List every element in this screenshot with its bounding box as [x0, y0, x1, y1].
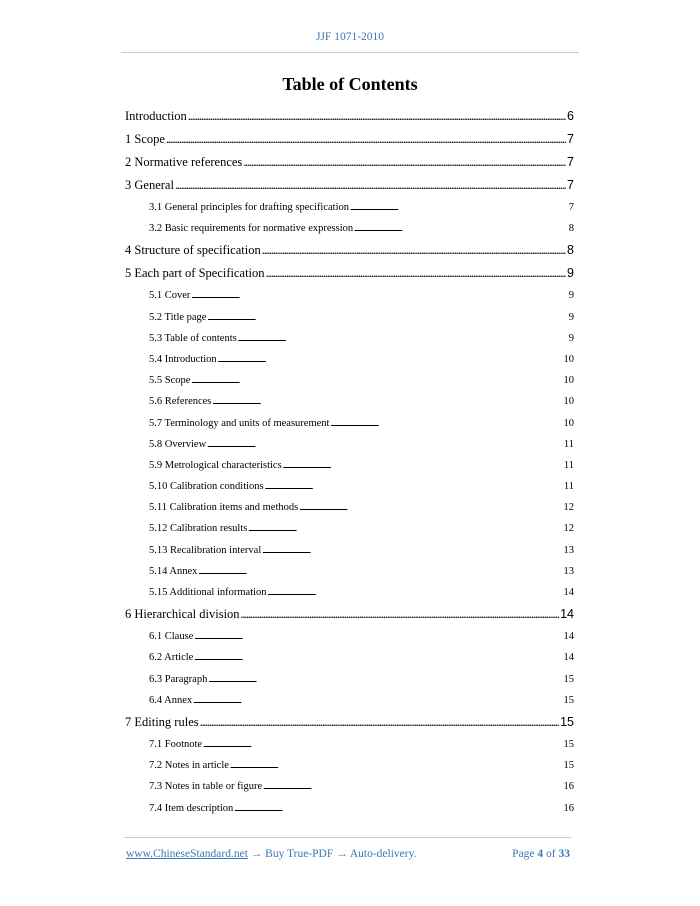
toc-entry-label: 3.1 General principles for drafting specification: [149, 202, 350, 213]
toc-entry-page: 9: [568, 290, 574, 302]
toc-entry-page: 14: [560, 607, 574, 622]
toc-entry-page: 13: [563, 544, 574, 556]
toc-dot-leader: [330, 413, 562, 434]
toc-entry-label: 7.3 Notes in table or figure: [149, 781, 263, 793]
table-of-contents: [125, 105, 574, 819]
page-footer: [126, 848, 570, 860]
toc-entry-label: 5.1 Cover: [149, 290, 191, 302]
toc-entry-page: 12: [563, 523, 574, 535]
toc-dot-leader: [283, 455, 563, 476]
toc-dot-leader: [230, 755, 563, 776]
toc-entry-subsection[interactable]: [125, 476, 574, 497]
page-of: of: [546, 848, 556, 860]
header-divider: [121, 52, 579, 53]
toc-entry-section[interactable]: [125, 239, 574, 262]
toc-entry-subsection[interactable]: [125, 669, 574, 690]
toc-entry-page: 7: [567, 178, 574, 192]
toc-entry-page: 15: [563, 694, 574, 706]
footer-promo-text: → Buy True-PDF → Auto-delivery.: [247, 848, 417, 860]
toc-entry-page: 7: [567, 155, 574, 169]
toc-entry-subsection[interactable]: [125, 391, 574, 412]
toc-entry-subsection[interactable]: [125, 197, 574, 218]
toc-dot-leader: [166, 128, 566, 151]
toc-entry-subsection[interactable]: [125, 540, 574, 561]
toc-entry-page: 15: [560, 714, 574, 729]
toc-dot-leader: [198, 561, 562, 582]
toc-entry-label: 3 General: [125, 178, 174, 192]
toc-entry-subsection[interactable]: [125, 755, 574, 776]
toc-entry-section[interactable]: [125, 128, 574, 151]
toc-dot-leader: [262, 540, 562, 561]
toc-entry-label: 5.8 Overview: [149, 438, 207, 450]
toc-entry-label: 5.7 Terminology and units of measurement: [149, 417, 330, 429]
toc-dot-leader: [266, 262, 567, 285]
toc-entry-subsection[interactable]: [125, 349, 574, 370]
toc-dot-leader: [175, 174, 566, 197]
toc-entry-label: 7.2 Notes in article: [149, 760, 229, 772]
page-prefix: Page: [512, 848, 535, 860]
page-number: [512, 848, 570, 860]
toc-entry-label: 6.3 Paragraph: [149, 673, 208, 685]
toc-entry-subsection[interactable]: [125, 307, 574, 328]
toc-entry-subsection[interactable]: [125, 518, 574, 539]
toc-entry-section[interactable]: [125, 711, 574, 734]
toc-entry-label: 5.15 Additional information: [149, 587, 267, 598]
toc-dot-leader: [299, 497, 562, 518]
toc-entry-label: 6.4 Annex: [149, 694, 193, 706]
toc-entry-subsection[interactable]: [125, 561, 574, 582]
toc-entry-page: 10: [563, 353, 574, 365]
toc-dot-leader: [207, 307, 567, 328]
toc-entry-subsection[interactable]: [125, 413, 574, 434]
toc-dot-leader: [350, 197, 568, 218]
toc-entry-label: 7 Editing rules: [125, 714, 199, 729]
toc-dot-leader: [243, 151, 566, 174]
toc-entry-page: 13: [563, 565, 574, 577]
footer-divider: [124, 837, 571, 838]
toc-dot-leader: [207, 434, 563, 455]
toc-entry-page: 11: [563, 481, 574, 493]
toc-entry-page: 14: [563, 587, 574, 598]
toc-entry-page: 8: [567, 243, 574, 258]
toc-entry-label: 7.4 Item description: [149, 802, 234, 814]
toc-entry-label: 6.1 Clause: [149, 631, 194, 643]
toc-entry-label: 6.2 Article: [149, 652, 194, 664]
toc-entry-page: 15: [563, 738, 574, 750]
toc-entry-page: 9: [568, 332, 574, 344]
toc-dot-leader: [234, 798, 562, 819]
toc-dot-leader: [268, 582, 563, 603]
toc-entry-subsection[interactable]: [125, 328, 574, 349]
toc-entry-subsection[interactable]: [125, 647, 574, 668]
footer-promo: [126, 848, 416, 860]
toc-entry-subsection[interactable]: [125, 798, 574, 819]
toc-entry-label: 5.2 Title page: [149, 311, 207, 323]
toc-entry-label: 5.9 Metrological characteristics: [149, 459, 282, 471]
toc-dot-leader: [194, 626, 562, 647]
toc-dot-leader: [263, 776, 562, 797]
toc-entry-subsection[interactable]: [125, 370, 574, 391]
toc-entry-label: 5.5 Scope: [149, 375, 191, 387]
toc-entry-subsection[interactable]: [125, 285, 574, 306]
document-code-header: JJF 1071-2010: [315, 31, 385, 43]
toc-entry-page: 14: [563, 652, 574, 664]
toc-entry-subsection[interactable]: [125, 582, 574, 603]
toc-dot-leader: [248, 518, 562, 539]
toc-entry-section[interactable]: [125, 105, 574, 128]
toc-entry-label: 5 Each part of Specification: [125, 266, 265, 281]
toc-dot-leader: [265, 476, 563, 497]
toc-entry-label: 1 Scope: [125, 132, 165, 146]
toc-entry-page: 16: [563, 802, 574, 814]
toc-dot-leader: [208, 669, 562, 690]
toc-entry-subsection[interactable]: [125, 455, 574, 476]
toc-entry-page: 15: [563, 673, 574, 685]
toc-entry-section[interactable]: [125, 262, 574, 285]
toc-entry-page: 11: [563, 459, 574, 471]
toc-dot-leader: [191, 370, 562, 391]
page-current: 4: [537, 848, 544, 860]
toc-entry-label: 5.6 References: [149, 396, 212, 408]
toc-entry-label: 5.10 Calibration conditions: [149, 481, 264, 493]
toc-entry-page: 11: [563, 438, 574, 450]
toc-entry-page: 10: [563, 396, 574, 408]
toc-entry-label: 4 Structure of specification: [125, 243, 261, 258]
toc-entry-page: 7: [568, 202, 574, 213]
website-link[interactable]: www.ChineseStandard.net: [126, 848, 248, 860]
toc-entry-page: 9: [568, 311, 574, 323]
toc-entry-page: 9: [567, 266, 574, 281]
toc-entry-subsection[interactable]: [125, 434, 574, 455]
toc-dot-leader: [238, 328, 568, 349]
toc-entry-page: 10: [563, 417, 574, 429]
toc-entry-label: 7.1 Footnote: [149, 738, 203, 750]
toc-dot-leader: [194, 647, 562, 668]
toc-entry-page: 15: [563, 760, 574, 772]
toc-entry-label: 3.2 Basic requirements for normative expression: [149, 223, 354, 235]
toc-entry-label: 2 Normative references: [125, 155, 243, 169]
page-total: 33: [558, 848, 570, 860]
toc-dot-leader: [241, 603, 560, 626]
toc-dot-leader: [191, 285, 567, 306]
toc-entry-subsection[interactable]: [125, 734, 574, 755]
toc-entry-label: Introduction: [125, 109, 187, 123]
toc-dot-leader: [188, 105, 566, 128]
toc-entry-subsection[interactable]: [125, 497, 574, 518]
toc-entry-page: 14: [563, 631, 574, 643]
toc-entry-section[interactable]: [125, 603, 574, 626]
toc-entry-page: 8: [568, 223, 574, 235]
toc-dot-leader: [218, 349, 563, 370]
page-title: Table of Contents: [282, 74, 418, 94]
toc-entry-label: 5.12 Calibration results: [149, 523, 248, 535]
toc-dot-leader: [212, 391, 562, 412]
toc-entry-page: 16: [563, 781, 574, 793]
toc-entry-page: 7: [567, 132, 574, 146]
toc-entry-page: 10: [563, 375, 574, 387]
toc-entry-subsection[interactable]: [125, 776, 574, 797]
toc-entry-label: 5.14 Annex: [149, 565, 198, 577]
toc-entry-section[interactable]: [125, 151, 574, 174]
toc-entry-page: 6: [567, 109, 574, 123]
toc-dot-leader: [200, 711, 559, 734]
toc-entry-page: 12: [563, 502, 574, 514]
toc-dot-leader: [354, 218, 568, 239]
toc-entry-section[interactable]: [125, 174, 574, 197]
toc-entry-subsection[interactable]: [125, 690, 574, 711]
toc-entry-subsection[interactable]: [125, 218, 574, 239]
toc-entry-label: 5.4 Introduction: [149, 353, 217, 365]
toc-entry-label: 6 Hierarchical division: [125, 607, 240, 622]
toc-entry-label: 5.11 Calibration items and methods: [149, 502, 299, 514]
toc-entry-label: 5.13 Recalibration interval: [149, 544, 262, 556]
toc-dot-leader: [262, 239, 566, 262]
toc-dot-leader: [203, 734, 562, 755]
toc-entry-label: 5.3 Table of contents: [149, 332, 237, 344]
toc-dot-leader: [193, 690, 562, 711]
toc-entry-subsection[interactable]: [125, 626, 574, 647]
